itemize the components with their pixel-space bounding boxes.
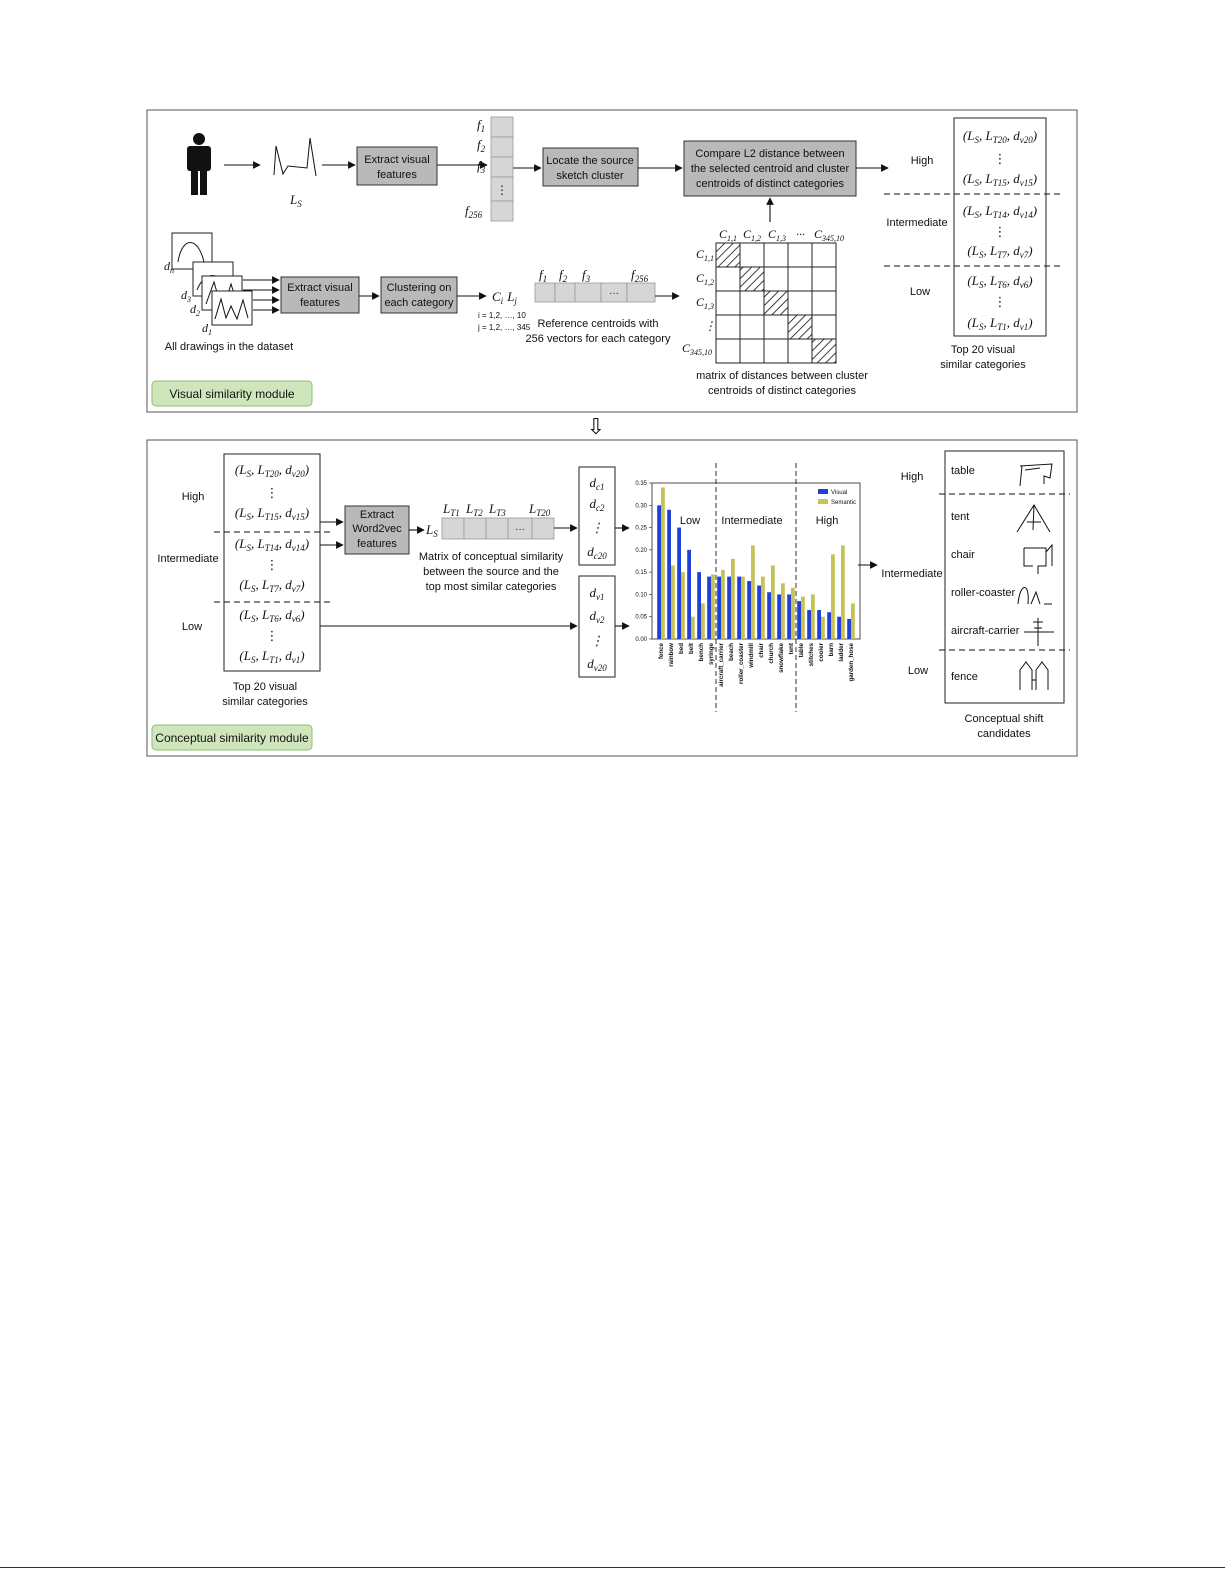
feature-label: $f_3$ — [477, 158, 486, 175]
candidate-label: aircraft-carrier — [951, 625, 1020, 637]
matrix-cell — [812, 291, 836, 315]
candidates-caption-line2: candidates — [977, 728, 1031, 740]
dv-label: $d_{v2}$ — [589, 608, 605, 625]
extract-visual-line2: features — [377, 169, 417, 181]
centroid-caption-line1: Reference centroids with — [537, 318, 659, 330]
bar-semantic — [731, 559, 735, 639]
centroid-caption-line2: 256 vectors for each category — [525, 333, 671, 345]
matrix-cell — [812, 315, 836, 339]
bar-visual — [747, 581, 751, 639]
x-tick-label: windmill — [748, 643, 755, 668]
distance-matrix — [716, 243, 836, 363]
matrix-cell — [812, 267, 836, 291]
bar-semantic — [821, 617, 825, 639]
concept-level-low: Low — [181, 621, 203, 633]
y-tick-label: 0.25 — [635, 525, 647, 532]
bar-visual — [737, 577, 741, 639]
candidate-label: roller-coaster — [951, 587, 1016, 599]
drawing-label: $d_n$ — [164, 259, 174, 275]
all-drawings-caption: All drawings in the dataset — [164, 341, 294, 353]
matrix-cell — [740, 315, 764, 339]
x-tick-label: snowflake — [778, 643, 785, 673]
feature-label: $f_1$ — [477, 117, 486, 134]
matrix-cell — [788, 291, 812, 315]
region-label: Low — [679, 515, 701, 527]
matrix-diagonal-cell — [740, 267, 764, 291]
tuple: ($L_S$, $L_{T1}$, $d_{v1}$) — [239, 648, 305, 665]
dv-label: ⋮ — [590, 633, 604, 648]
bar-visual — [667, 510, 671, 639]
conceptual-matrix — [442, 518, 554, 539]
bar-semantic — [751, 545, 755, 639]
bar-visual — [657, 505, 661, 639]
matrix-diagonal-cell — [788, 315, 812, 339]
tuple: ($L_S$, $L_{T6}$, $d_{v6}$) — [239, 607, 305, 624]
dv-label: $d_{v20}$ — [587, 656, 607, 673]
matrix-cell — [788, 267, 812, 291]
matrix-col-label: $C_{1,1}$ — [719, 227, 738, 243]
ls-label: $L_S$ — [290, 192, 302, 209]
matrix-row-label: $C_{1,2}$ — [696, 271, 715, 287]
centroid-header: $f_2$ — [559, 267, 568, 284]
bar-semantic — [671, 565, 675, 639]
matrix-cell — [716, 267, 740, 291]
bar-semantic — [791, 588, 795, 639]
lt-header: $L_{T20}$ — [529, 501, 551, 518]
matrix-cell — [716, 339, 740, 363]
visual-level-intermediate: Intermediate — [886, 217, 948, 229]
y-tick-label: 0.35 — [635, 481, 647, 487]
y-tick-label: 0.15 — [635, 570, 647, 577]
cand-level-high: High — [900, 471, 924, 483]
candidate-label: table — [951, 465, 975, 477]
locate-line2: sketch cluster — [556, 170, 624, 182]
candidate-label: tent — [951, 511, 970, 523]
region-label: High — [815, 515, 839, 527]
y-tick-label: 0.05 — [635, 614, 647, 621]
dc-label: $d_{c2}$ — [589, 496, 605, 513]
matrix-caption-line1: matrix of distances between cluster — [696, 370, 868, 382]
concept-level-intermediate: Intermediate — [157, 553, 219, 565]
x-tick-label: roller_coaster — [738, 643, 745, 684]
matrix-diagonal-cell — [812, 339, 836, 363]
matrix-cell — [812, 243, 836, 267]
bar-visual — [697, 572, 701, 639]
tuple: ($L_S$, $L_{T7}$, $d_{v7}$) — [239, 577, 305, 594]
x-tick-label: barn — [828, 643, 835, 657]
clustering-line2: each category — [384, 297, 454, 309]
bar-visual — [727, 577, 731, 639]
matrix-row-label: $C_{1,1}$ — [696, 247, 715, 263]
matrix-diagonal-cell — [716, 243, 740, 267]
centroid-header: $f_{256}$ — [631, 267, 649, 284]
compare-line1: Compare L2 distance between — [695, 148, 845, 160]
bar-visual — [787, 594, 791, 639]
legend-label: Visual — [831, 490, 848, 496]
vertical-ellipsis: ⋮ — [265, 628, 279, 643]
tuple: ($L_S$, $L_{T20}$, $d_{v20}$) — [962, 128, 1038, 145]
region-label: Intermediate — [721, 515, 783, 527]
bar-semantic — [841, 545, 845, 639]
bar-semantic — [691, 617, 695, 639]
locate-line1: Locate the source — [546, 155, 634, 167]
conceptual-ellipsis: ··· — [515, 524, 525, 535]
tuple: ($L_S$, $L_{T7}$, $d_{v7}$) — [967, 243, 1033, 260]
drawing-label: $d_1$ — [202, 321, 212, 337]
concept-top20-caption-line1: Top 20 visual — [232, 681, 298, 693]
word2vec-line1: Extract — [359, 509, 395, 521]
tuple: ($L_S$, $L_{T6}$, $d_{v6}$) — [967, 273, 1033, 290]
vertical-ellipsis: ⋮ — [993, 294, 1007, 309]
visual-level-high: High — [910, 155, 934, 167]
cand-level-low: Low — [907, 665, 929, 677]
tuple: ($L_S$, $L_{T20}$, $d_{v20}$) — [234, 462, 310, 479]
dc-label: ⋮ — [590, 520, 604, 535]
bar-visual — [757, 586, 761, 639]
page-bottom-rule — [0, 1567, 1225, 1568]
x-tick-label: belt — [688, 643, 695, 655]
ci-lj-label: $C_i$ $L_j$ — [492, 289, 517, 306]
matrix-row-label: $C_{1,3}$ — [696, 295, 715, 311]
matrix-diagonal-cell — [764, 291, 788, 315]
matrix-cell — [716, 291, 740, 315]
x-tick-label: stitches — [808, 643, 815, 667]
feature-label: $f_2$ — [477, 137, 486, 154]
matrix-cell — [788, 243, 812, 267]
bar-semantic — [711, 574, 715, 639]
vertical-ellipsis: ⋮ — [993, 151, 1007, 166]
matrix-cell — [764, 339, 788, 363]
drawing-label: $d_3$ — [181, 288, 191, 304]
compare-line2: the selected centroid and cluster — [690, 163, 850, 175]
y-tick-label: 0.30 — [635, 503, 647, 510]
bar-visual — [817, 610, 821, 639]
matrix-col-label: ··· — [796, 227, 805, 241]
bar-semantic — [831, 554, 835, 639]
feature-label: $f_{256}$ — [465, 203, 483, 220]
tuple: ($L_S$, $L_{T15}$, $d_{v15}$) — [234, 505, 310, 522]
bar-semantic — [811, 594, 815, 639]
bar-visual — [807, 610, 811, 639]
bar-semantic — [761, 577, 765, 639]
matrix-cell — [716, 315, 740, 339]
extract-visual-line1: Extract visual — [364, 154, 430, 166]
matrix-col-label: $C_{1,2}$ — [743, 227, 762, 243]
x-tick-label: table — [798, 643, 805, 658]
bar-semantic — [851, 603, 855, 639]
vertical-ellipsis: ⋮ — [265, 485, 279, 500]
matrix-cell — [764, 243, 788, 267]
bar-visual — [797, 601, 801, 639]
compare-line3: centroids of distinct categories — [696, 178, 844, 190]
x-tick-label: fence — [658, 643, 665, 660]
top20-caption-line1: Top 20 visual — [950, 344, 1016, 356]
bar-visual — [827, 612, 831, 639]
centroid-header: $f_1$ — [539, 267, 548, 284]
clustering-line1: Clustering on — [386, 282, 452, 294]
candidate-label: fence — [951, 671, 978, 683]
dc-label: $d_{c1}$ — [589, 475, 605, 492]
bar-visual — [687, 550, 691, 639]
y-tick-label: 0.00 — [635, 637, 647, 643]
top20-caption-line2: similar categories — [940, 359, 1026, 371]
cand-level-intermediate: Intermediate — [881, 568, 943, 580]
matrix-caption-line2: centroids of distinct categories — [708, 385, 856, 397]
extract-visual-2-line2: features — [300, 297, 340, 309]
lt-header: $L_{T1}$ — [443, 501, 460, 518]
bar-semantic — [771, 565, 775, 639]
lt-header: $L_{T2}$ — [466, 501, 483, 518]
concept-top20-caption-line2: similar categories — [222, 696, 308, 708]
centroid-ellipsis: ··· — [609, 288, 619, 299]
bar-semantic — [681, 572, 685, 639]
legend-swatch — [818, 489, 828, 494]
vertical-ellipsis: ⋮ — [265, 557, 279, 572]
x-tick-label: garden_hose — [848, 643, 855, 682]
bar-visual — [767, 592, 771, 639]
matrix-cell — [740, 339, 764, 363]
x-tick-label: ladder — [838, 643, 845, 662]
bar-visual — [837, 617, 841, 639]
bar-semantic — [781, 583, 785, 639]
centroid-header: $f_3$ — [582, 267, 591, 284]
drawing-label: $d_2$ — [190, 302, 200, 318]
matrix-cell — [764, 267, 788, 291]
x-tick-label: tent — [788, 643, 795, 655]
matrix-cell — [764, 315, 788, 339]
legend-swatch — [818, 499, 828, 504]
bar-semantic — [741, 577, 745, 639]
tuple: ($L_S$, $L_{T15}$, $d_{v15}$) — [962, 171, 1038, 188]
bar-visual — [847, 619, 851, 639]
legend-label: Semantic — [831, 500, 857, 506]
concept-matrix-caption-2: between the source and the — [423, 566, 559, 578]
bar-semantic — [701, 603, 705, 639]
candidates-caption-line1: Conceptual shift — [964, 713, 1044, 725]
dv-label: $d_{v1}$ — [589, 585, 605, 602]
j-range: j = 1,2, …, 345 — [478, 323, 531, 332]
y-tick-label: 0.10 — [635, 592, 647, 599]
x-tick-label: syringe — [708, 643, 715, 666]
matrix-row-label: $C_{345,10}$ — [682, 341, 713, 357]
y-tick-label: 0.20 — [635, 547, 647, 554]
visual-level-low: Low — [909, 286, 931, 298]
centroid-vector — [535, 283, 655, 302]
down-arrow-icon: ⇩ — [586, 414, 606, 439]
x-tick-label: cooler — [818, 643, 825, 662]
matrix-cell — [788, 339, 812, 363]
x-tick-label: church — [768, 643, 775, 664]
vertical-ellipsis: ⋮ — [993, 224, 1007, 239]
matrix-col-label: $C_{345,10}$ — [814, 227, 845, 243]
feature-vector — [491, 117, 513, 221]
bar-visual — [717, 577, 721, 639]
ls-label-2: $L_S$ — [426, 522, 438, 539]
tuple: ($L_S$, $L_{T1}$, $d_{v1}$) — [967, 315, 1033, 332]
concept-matrix-caption-3: top most similar categories — [425, 581, 557, 593]
tuple: ($L_S$, $L_{T14}$, $d_{v14}$) — [962, 203, 1038, 220]
extract-visual-2-line1: Extract visual — [287, 282, 353, 294]
visual-module-label: Visual similarity module — [169, 387, 295, 401]
word2vec-line3: features — [357, 538, 397, 550]
candidates-box — [945, 451, 1064, 703]
x-tick-label: chair — [758, 643, 765, 658]
bar-visual — [777, 594, 781, 639]
x-tick-label: bench — [698, 643, 705, 662]
matrix-col-label: $C_{1,3}$ — [768, 227, 787, 243]
bar-visual — [677, 528, 681, 639]
bar-semantic — [801, 597, 805, 639]
tuple: ($L_S$, $L_{T14}$, $d_{v14}$) — [234, 536, 310, 553]
dc-label: $d_{c20}$ — [587, 544, 607, 561]
candidate-label: chair — [951, 549, 975, 561]
x-tick-label: rainbow — [668, 643, 675, 667]
x-tick-label: beach — [728, 643, 735, 661]
bar-semantic — [661, 487, 665, 639]
i-range: i = 1,2, …, 10 — [478, 311, 526, 320]
matrix-cell — [740, 291, 764, 315]
svg-text:⋮: ⋮ — [496, 183, 508, 197]
x-tick-label: bed — [678, 643, 685, 655]
word2vec-line2: Word2vec — [352, 523, 402, 535]
conceptual-module-label: Conceptual similarity module — [155, 731, 309, 745]
lt-header: $L_{T3}$ — [489, 501, 506, 518]
bar-visual — [707, 577, 711, 639]
x-tick-label: aircraft_carrier — [718, 643, 725, 687]
concept-level-high: High — [181, 491, 205, 503]
bar-semantic — [721, 570, 725, 639]
matrix-cell — [740, 243, 764, 267]
matrix-row-label: ⋮ — [704, 319, 716, 333]
concept-matrix-caption-1: Matrix of conceptual similarity — [418, 551, 564, 563]
